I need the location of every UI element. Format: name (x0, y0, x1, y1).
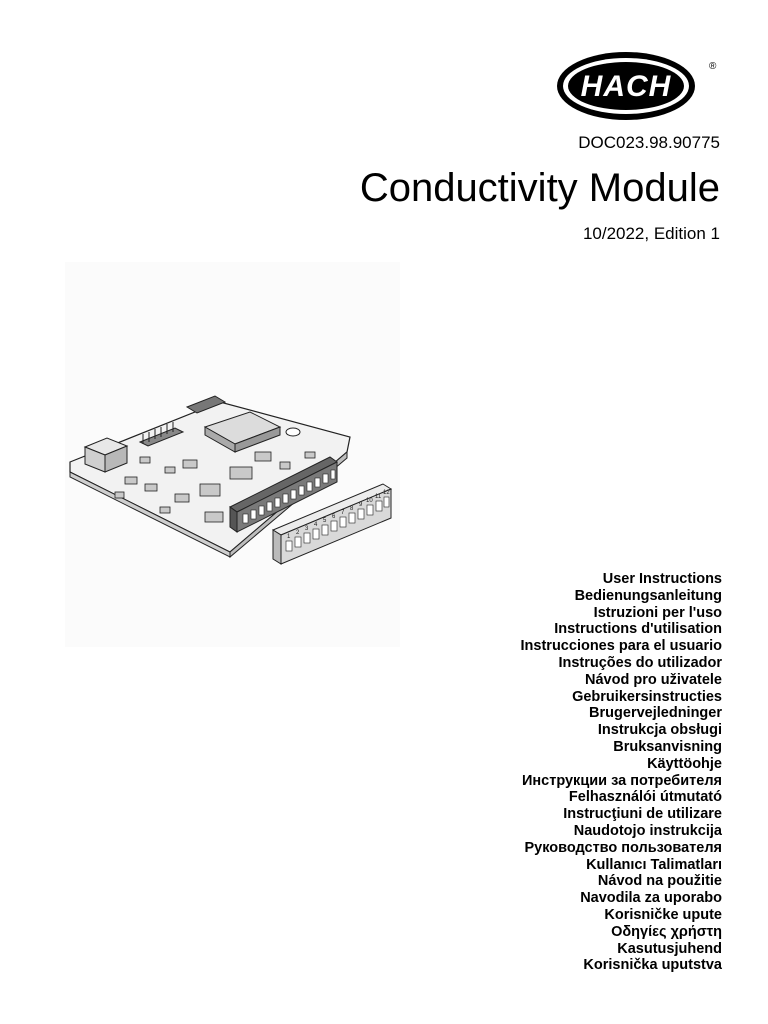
language-title: Kullanıcı Talimatları (586, 856, 722, 873)
terminal-label: 4 (314, 522, 318, 528)
terminal-label: 8 (350, 506, 354, 512)
terminal-label: 11 (375, 494, 382, 500)
language-title: Gebruikersinstructies (572, 688, 722, 705)
logo-wordmark: HACH (580, 70, 672, 103)
language-title: Felhasználói útmutató (568, 789, 722, 806)
terminal-label: 5 (323, 518, 327, 524)
terminal-label: 9 (359, 502, 363, 508)
registered-mark: ® (709, 61, 717, 72)
language-title: Návod pro uživatele (585, 671, 722, 688)
language-title: Naudotojo instrukcija (573, 822, 722, 839)
language-title: Инструкции за потребителя (521, 772, 722, 789)
language-title: Korisnička uputstva (583, 957, 722, 974)
language-title: Bruksanvisning (613, 738, 722, 755)
language-title: Instrukcja obsługi (597, 722, 722, 739)
language-title: Korisničke upute (604, 906, 722, 923)
terminal-label: 3 (305, 526, 309, 532)
document-number: DOC023.98.90775 (578, 133, 720, 152)
terminal-label: 1 (287, 534, 291, 540)
language-title: Návod na použitie (597, 873, 722, 890)
language-title: Brugervejledninger (589, 705, 722, 722)
language-title: Instructions d'utilisation (554, 621, 722, 638)
terminal-label: 7 (341, 510, 345, 516)
language-list (521, 571, 722, 974)
terminal-label: 6 (332, 514, 336, 520)
hach-logo (555, 50, 697, 122)
document-title: Conductivity Module (359, 166, 720, 210)
language-title: Bedienungsanleitung (574, 587, 722, 604)
language-title: Istruzioni per l'uso (593, 604, 722, 621)
language-title: Käyttöohje (647, 755, 722, 772)
terminal-label: 10 (366, 498, 373, 504)
language-title: Οδηγίες χρήστη (611, 923, 722, 940)
language-title: Instrucţiuni de utilizare (563, 806, 722, 823)
terminal-label: 12 (383, 490, 390, 496)
circuit-board-icon (65, 262, 400, 647)
language-title: User Instructions (602, 571, 722, 587)
language-title: Instruções do utilizador (558, 654, 722, 671)
language-title: Navodila za uporabo (580, 890, 722, 907)
language-title: Kasutusjuhend (617, 940, 722, 957)
language-title: Instrucciones para el usuario (520, 638, 722, 655)
terminal-label: 2 (296, 530, 300, 536)
document-edition: 10/2022, Edition 1 (582, 224, 720, 243)
language-title: Руководство пользователя (524, 839, 722, 856)
